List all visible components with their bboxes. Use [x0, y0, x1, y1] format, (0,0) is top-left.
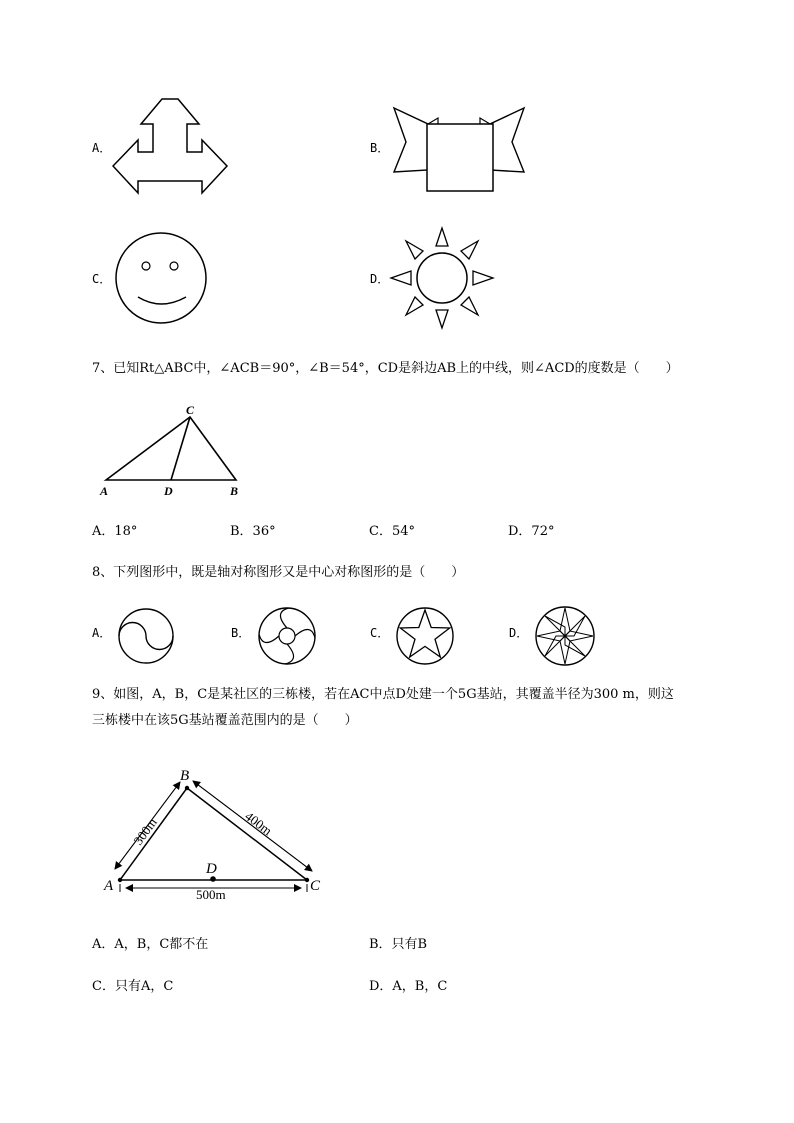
q9-triangle-figure — [96, 760, 336, 905]
q8-stem: 8、下列图形中，既是轴对称图形又是中心对称图形的是（ ） — [92, 565, 465, 580]
arrows-figure — [112, 97, 236, 201]
q9-label-b: B — [180, 768, 190, 784]
q9-label-ac: 500m — [196, 887, 226, 902]
q9-label-ab: 300m — [130, 814, 160, 848]
q7-option-d: D．72° — [508, 524, 555, 539]
q7-option-c: C．54° — [369, 524, 415, 539]
q8-option-a-label: A． — [92, 626, 112, 640]
eight-star-figure — [532, 603, 598, 669]
q9-stem-line2: 三栋楼中在该5G基站覆盖范围内的是（ ） — [92, 713, 358, 728]
q9-label-c: C — [310, 878, 321, 894]
q7-label-d: D — [164, 484, 173, 498]
swirl-figure — [255, 604, 319, 668]
q8-option-b-label: B． — [231, 626, 251, 640]
q8-option-c-label: C． — [370, 626, 390, 640]
q9-label-a: A — [104, 878, 114, 894]
option-c-label: C． — [92, 272, 112, 286]
q9-option-c: C．只有A，C — [92, 979, 174, 994]
q8-option-d-label: D． — [509, 626, 529, 640]
smiley-figure — [114, 231, 210, 327]
sun-figure — [387, 224, 499, 334]
q9-label-d: D — [206, 861, 217, 877]
option-b-label: B． — [370, 141, 390, 155]
q7-triangle-figure — [96, 400, 256, 500]
option-a-label: A． — [92, 141, 112, 155]
q9-option-a: A．A，B，C都不在 — [92, 937, 209, 952]
q7-label-b: B — [230, 484, 239, 498]
square-ribbon-figure — [390, 104, 530, 196]
yin-yang-figure — [116, 606, 176, 666]
q7-option-b: B．36° — [230, 524, 276, 539]
q7-stem: 7、已知Rt△ABC中，∠ACB＝90°，∠B＝54°，CD是斜边AB上的中线，则∠ACD的度数是（ ） — [92, 361, 679, 376]
q7-label-a: A — [100, 484, 109, 498]
star-in-circle-figure — [393, 604, 457, 668]
q9-option-d: D．A，B，C — [369, 979, 448, 994]
q7-label-c: C — [186, 403, 195, 417]
q9-option-b: B．只有B — [369, 937, 428, 952]
q7-option-a: A．18° — [92, 524, 138, 539]
option-d-label: D． — [370, 272, 390, 286]
q9-label-bc: 400m — [242, 808, 275, 839]
q9-stem-line1: 9、如图，A，B，C是某社区的三栋楼，若在AC中点D处建一个5G基站，其覆盖半径为300 m，则这 — [92, 687, 674, 702]
